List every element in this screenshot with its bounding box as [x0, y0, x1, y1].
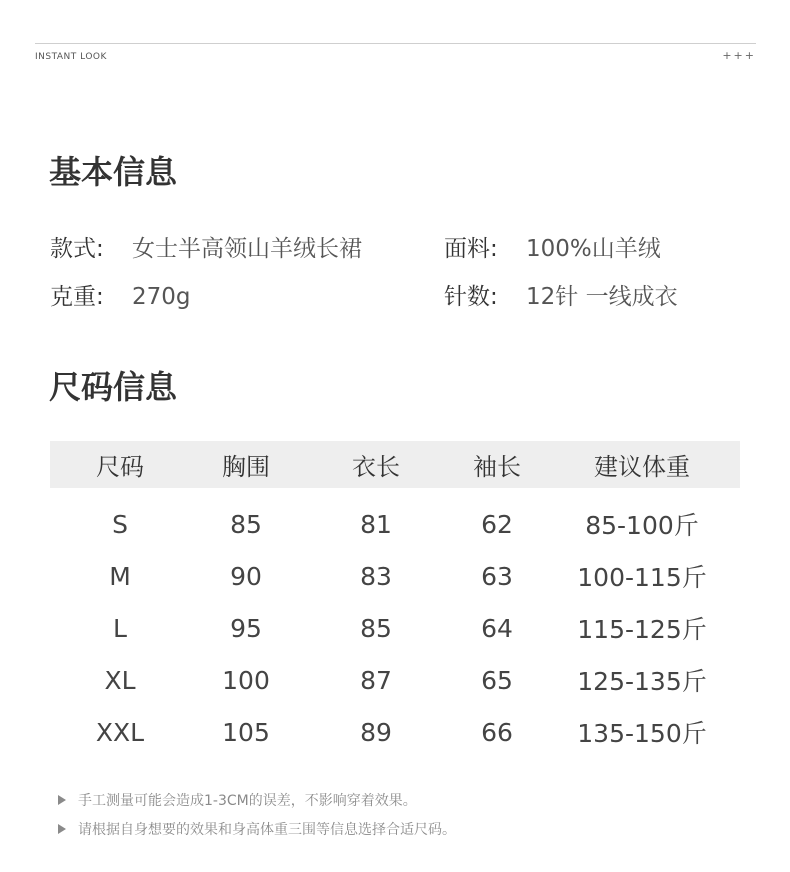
info-label: 针数:: [444, 284, 498, 310]
table-row: [50, 602, 740, 654]
table-body: [50, 488, 740, 758]
info-value: 12针 一线成衣: [526, 284, 678, 310]
table-cell: L: [113, 613, 127, 643]
table-row: [50, 654, 740, 706]
column-header-size: 尺码: [96, 453, 144, 481]
table-cell: 64: [481, 613, 513, 643]
column-header-length: 衣长: [352, 453, 400, 481]
table-cell: M: [109, 561, 131, 591]
table-cell: XL: [104, 665, 136, 695]
table-cell: 85-100斤: [585, 511, 699, 540]
size-table: [50, 441, 740, 758]
notes-list: [58, 785, 456, 843]
note-text: 请根据自身想要的效果和身高体重三围等信息选择合适尺码。: [78, 821, 456, 838]
table-cell: 85: [360, 613, 392, 643]
table-cell: 63: [481, 561, 513, 591]
info-row-gauge: [444, 278, 678, 311]
table-cell: 85: [230, 509, 262, 539]
table-row: [50, 706, 740, 758]
table-cell: 135-150斤: [577, 719, 707, 748]
table-cell: 87: [360, 665, 392, 695]
table-cell: 100-115斤: [577, 563, 707, 592]
info-value: 女士半高领山羊绒长裙: [132, 236, 362, 262]
table-cell: 62: [481, 509, 513, 539]
info-label: 款式:: [50, 236, 104, 262]
table-cell: 105: [222, 717, 270, 747]
info-value: 100%山羊绒: [526, 236, 661, 262]
column-header-bust: 胸围: [222, 453, 270, 481]
table-cell: 95: [230, 613, 262, 643]
column-header-sleeve: 袖长: [473, 453, 521, 481]
basic-info-title: 基本信息: [49, 153, 178, 191]
info-label: 面料:: [444, 236, 498, 262]
table-cell: 66: [481, 717, 513, 747]
info-row-weight: [50, 278, 191, 311]
table-cell: XXL: [95, 717, 145, 747]
table-cell: 81: [360, 509, 392, 539]
triangle-bullet-icon: [58, 795, 66, 805]
table-cell: 83: [360, 561, 392, 591]
plus-decoration: +++: [722, 49, 756, 62]
table-header-row: [50, 441, 740, 488]
table-cell: 89: [360, 717, 392, 747]
top-divider-bar: [35, 43, 756, 64]
table-cell: 65: [481, 665, 513, 695]
table-cell: S: [112, 509, 128, 539]
table-cell: 100: [222, 665, 270, 695]
column-header-weight: 建议体重: [594, 453, 690, 481]
table-cell: 90: [230, 561, 262, 591]
info-row-style: [50, 230, 362, 263]
table-row: [50, 498, 740, 550]
triangle-bullet-icon: [58, 824, 66, 834]
table-cell: 125-135斤: [577, 667, 707, 696]
info-value: 270g: [132, 284, 191, 310]
table-row: [50, 550, 740, 602]
info-label: 克重:: [50, 284, 104, 310]
note-text: 手工测量可能会造成1-3CM的误差，不影响穿着效果。: [78, 792, 417, 809]
table-cell: 115-125斤: [577, 615, 707, 644]
note-item: [58, 785, 456, 814]
size-info-title: 尺码信息: [49, 368, 178, 406]
info-row-fabric: [444, 230, 661, 263]
note-item: [58, 814, 456, 843]
brand-label: INSTANT LOOK: [35, 52, 107, 62]
